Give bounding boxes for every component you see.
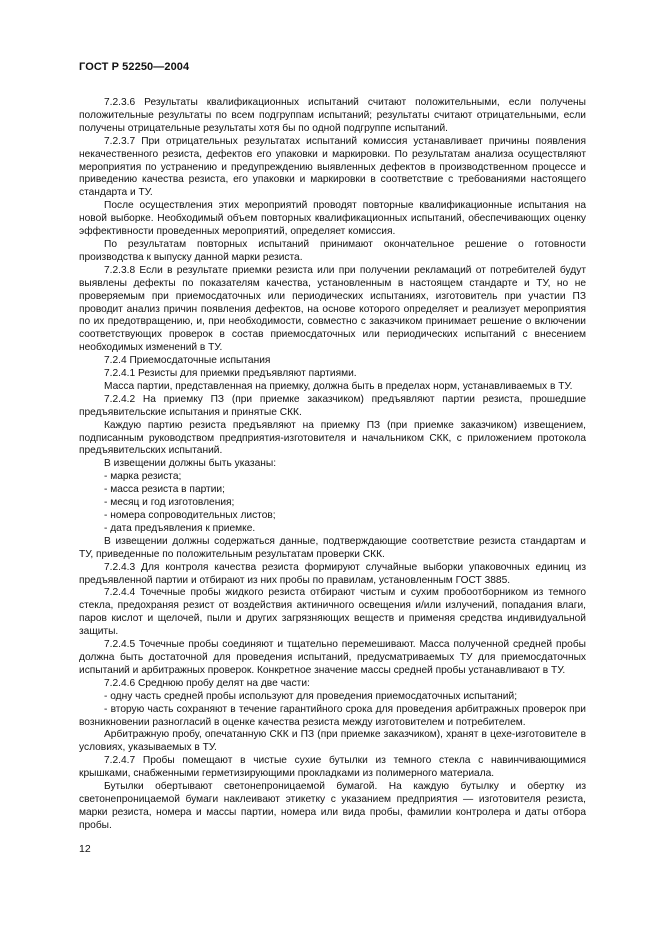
paragraph-7-2-4-7: 7.2.4.7 Пробы помещают в чистые сухие бутылки из темного стекла с навинчивающимися крышками, снабженными герметизирующими прокладками из полимерного материала. <box>79 755 586 780</box>
paragraph-7-2-4-3: 7.2.4.3 Для контроля качества резиста формируют случайные выборки упаковочных единиц из предъявленной партии и отбирают из них пробы по правилам, установленным ГОСТ 3885. <box>79 561 586 586</box>
paragraph-7-2-4-2: 7.2.4.2 На приемку ПЗ (при приемке заказчиком) предъявляют партии резиста, прошедшие предъявительские испытания и принятые СКК. <box>79 393 586 418</box>
standard-header: ГОСТ Р 52250—2004 <box>79 61 190 73</box>
list-item: - вторую часть сохраняют в течение гарантийного срока для проведения арбитражных проверок при возникновении разногласий в оценке качества резиста между изготовителем и потребителем. <box>79 703 586 728</box>
paragraph-batch-mass: Масса партии, представленная на приемку, должна быть в пределах норм, устанавливаемых в ТУ. <box>104 380 573 392</box>
list-item: - дата предъявления к приемке. <box>104 522 256 534</box>
paragraph-notice-data: В извещении должны содержаться данные, подтверждающие соответствие резиста стандартам и ТУ, приведенные по положительным результатам проверки СКК. <box>79 535 586 560</box>
paragraph-7-2-3-8: 7.2.3.8 Если в результате приемки резиста или при получении рекламаций от потребителей будут выявлены дефекты по показателям качества, установленным в настоящем стандарте и ТУ, но не проверяемым при приемосдаточных или периодических испытаниях, изготовитель при участии ПЗ проводит анализ причин появления дефектов, на основе которого определяет и реализует мероприятия по их предотвращению, и, при необходимости, совместно с заказчиком принимает решение о включении соответствующих проверок в состав приемосдаточных или периодических испытаний с внесением необходимых изменений в ТУ. <box>79 264 586 354</box>
paragraph-batch-notice: Каждую партию резиста предъявляют на приемку ПЗ (при приемке заказчиком) извещением, подписанным руководством предприятия-изготовителя и начальником СКК, с приложением протокола предъявительских испытаний. <box>79 419 586 457</box>
paragraph-followup-measures: После осуществления этих мероприятий проводят повторные квалификационные испытания на новой выборке. Необходимый объем повторных квалификационных испытаний, обеспечивающих оценку эффективности проведенных мероприятий, определяет комиссия. <box>79 200 586 238</box>
paragraph-7-2-4-4: 7.2.4.4 Точечные пробы жидкого резиста отбирают чистым и сухим пробоотборником из темного стекла, предохраняя резист от воздействия актиничного освещения и/или излучений, попадания влаги, паров кислот и щелочей, пыли и других загрязняющих веществ и применяя средства индивидуальной защиты. <box>79 587 586 638</box>
list-item: - номера сопроводительных листов; <box>104 510 276 521</box>
document-body <box>79 97 586 833</box>
list-item: - месяц и год изготовления; <box>104 497 235 509</box>
paragraph-final-decision: По результатам повторных испытаний принимают окончательное решение о готовности производства к выпуску данной марки резиста. <box>79 238 586 263</box>
paragraph-notice-contents: В извещении должны быть указаны: <box>104 458 277 470</box>
list-item: - одну часть средней пробы используют для проведения приемосдаточных испытаний; <box>104 690 518 702</box>
paragraph-7-2-3-7: 7.2.3.7 При отрицательных результатах испытаний комиссия устанавливает причины появления некачественного резиста, дефектов его упаковки и маркировки. По результатам анализа осуществляют мероприятия по устранению и предупреждению выявленных дефектов в производственном процессе и приведению качества резиста, его упаковки и маркировки в соответствие с требованиями настоящего стандарта и ТУ. <box>79 135 586 199</box>
paragraph-7-2-3-6: 7.2.3.6 Результаты квалификационных испытаний считают положительными, если получены положительные результаты по всем подгруппам испытаний; результаты считают отрицательными, если получены отрицательные результаты хотя бы по одной подгруппе испытаний. <box>79 97 586 134</box>
paragraph-arbitration-sample: Арбитражную пробу, опечатанную СКК и ПЗ (при приемке заказчиком), хранят в цехе-изготовителе в условиях, указываемых в ТУ. <box>79 729 586 754</box>
paragraph-7-2-4-5: 7.2.4.5 Точечные пробы соединяют и тщательно перемешивают. Масса полученной средней пробы должна быть достаточной для проведения испытаний, предусматриваемых ТУ для приемосдаточных испытаний и арбитражных проверок. Конкретное значение массы средней пробы устанавливают в ТУ. <box>79 639 586 676</box>
list-item: - масса резиста в партии; <box>104 484 225 496</box>
paragraph-7-2-4-6: 7.2.4.6 Среднюю пробу делят на две части: <box>104 677 310 689</box>
paragraph-bottle-wrapping: Бутылки обертывают светонепроницаемой бумагой. На каждую бутылку и обертку из светонепроницаемой бумаги наклеивают этикетку с указанием предприятия — изготовителя резиста, марки резиста, номера и массы партии, номера или вида пробы, фамилии контролера и даты отбора пробы. <box>79 781 586 831</box>
paragraph-7-2-4-1: 7.2.4.1 Резисты для приемки предъявляют партиями. <box>104 368 357 380</box>
list-item: - марка резиста; <box>104 471 182 483</box>
page-number: 12 <box>79 843 91 855</box>
section-heading-7-2-4: 7.2.4 Приемосдаточные испытания <box>104 355 271 367</box>
